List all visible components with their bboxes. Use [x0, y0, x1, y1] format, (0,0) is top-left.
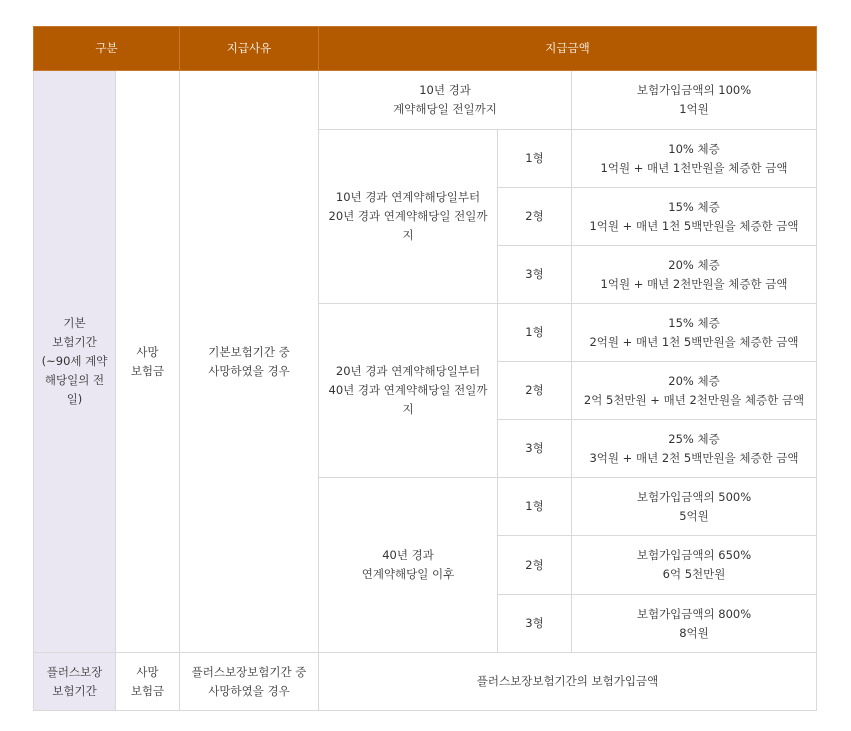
- amount-cell: 15% 체증 2억원 + 매년 1천 5백만원을 체증한 금액: [572, 304, 817, 362]
- plus-reason: 플러스보장보험기간 중 사망하였을 경우: [180, 653, 319, 711]
- type-cell: 3형: [498, 246, 572, 304]
- period-label: 40년 경과 연계약해당일 이후: [319, 478, 498, 653]
- basic-benefit: 사망 보험금: [116, 71, 180, 653]
- type-cell: 1형: [498, 304, 572, 362]
- plus-amount: 플러스보장보험기간의 보험가입금액: [319, 653, 817, 711]
- amount-cell: 보험가입금액의 100% 1억원: [572, 71, 817, 130]
- header-amount: 지급금액: [319, 27, 817, 71]
- basic-reason: 기본보험기간 중 사망하였을 경우: [180, 71, 319, 653]
- amount-cell: 20% 체증 2억 5천만원 + 매년 2천만원을 체증한 금액: [572, 362, 817, 420]
- period-label: 20년 경과 연계약해당일부터 40년 경과 연계약해당일 전일까지: [319, 304, 498, 478]
- amount-cell: 10% 체증 1억원 + 매년 1천만원을 체증한 금액: [572, 130, 817, 188]
- benefit-table: [33, 26, 817, 711]
- type-cell: 1형: [498, 130, 572, 188]
- amount-cell: 25% 체증 3억원 + 매년 2천 5백만원을 체증한 금액: [572, 420, 817, 478]
- amount-cell: 보험가입금액의 650% 6억 5천만원: [572, 536, 817, 595]
- type-cell: 3형: [498, 595, 572, 653]
- table-row: [34, 71, 817, 130]
- basic-period-category: 기본 보험기간 (~90세 계약 해당일의 전 일): [34, 71, 116, 653]
- amount-cell: 보험가입금액의 500% 5억원: [572, 478, 817, 536]
- table-row: [34, 653, 817, 711]
- type-cell: 2형: [498, 536, 572, 595]
- header-category: 구분: [34, 27, 180, 71]
- period-label: 10년 경과 연계약해당일부터 20년 경과 연계약해당일 전일까지: [319, 130, 498, 304]
- period-label: 10년 경과 계약해당일 전일까지: [319, 71, 572, 130]
- amount-cell: 보험가입금액의 800% 8억원: [572, 595, 817, 653]
- plus-period-category: 플러스보장 보험기간: [34, 653, 116, 711]
- amount-cell: 20% 체증 1억원 + 매년 2천만원을 체증한 금액: [572, 246, 817, 304]
- header-row: [34, 27, 817, 71]
- type-cell: 1형: [498, 478, 572, 536]
- type-cell: 2형: [498, 188, 572, 246]
- amount-cell: 15% 체증 1억원 + 매년 1천 5백만원을 체증한 금액: [572, 188, 817, 246]
- header-reason: 지급사유: [180, 27, 319, 71]
- plus-benefit: 사망 보험금: [116, 653, 180, 711]
- type-cell: 2형: [498, 362, 572, 420]
- type-cell: 3형: [498, 420, 572, 478]
